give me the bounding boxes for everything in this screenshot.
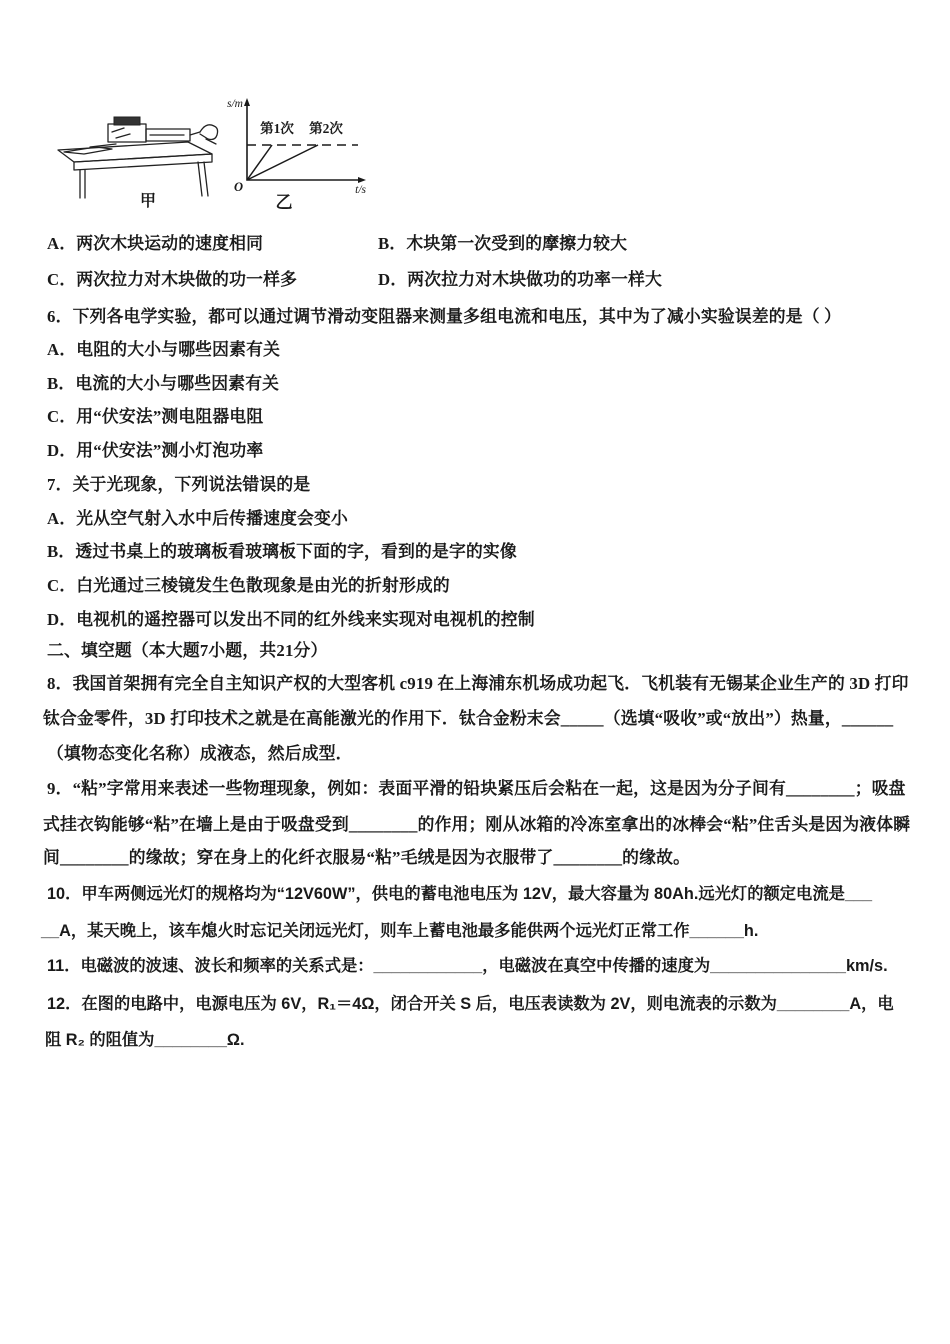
q10-line-1: 10．甲车两侧远光灯的规格均为“12V60W”，供电的蓄电池电压为 12V，最大容量为 80Ah.远光灯的额定电流是___ bbox=[47, 885, 873, 903]
distance-time-graph bbox=[222, 92, 372, 214]
q8-line-1: 8．我国首架拥有完全自主知识产权的大型客机 c919 在上海浦东机场成功起飞．飞机装有无锡某企业生产的 3D 打印 bbox=[47, 674, 909, 693]
q8-line-2: 钛合金零件，3D 打印技术之就是在高能激光的作用下．钛合金粉末会_____（选填“吸收”或“放出”）热量，______ bbox=[43, 709, 894, 728]
graph-series1-label: 第1次 bbox=[260, 121, 294, 136]
q12-line-2: 阻 R₂ 的阻值为________Ω. bbox=[45, 1031, 245, 1049]
q6-option-d: D．用“伏安法”测小灯泡功率 bbox=[47, 441, 264, 460]
q10-line-2: __A，某天晚上，该车熄火时忘记关闭远光灯，则车上蓄电池最多能供两个远光灯正常工作______h. bbox=[41, 922, 759, 940]
q5-option-c: C．两次拉力对木块做的功一样多 bbox=[47, 270, 298, 289]
graph-x-axis-label: t/s bbox=[355, 184, 366, 196]
q6-option-b: B．电流的大小与哪些因素有关 bbox=[47, 374, 280, 393]
q5-option-a: A．两次木块运动的速度相同 bbox=[47, 234, 264, 253]
q8-line-3: （填物态变化名称）成液态，然后成型． bbox=[47, 744, 353, 763]
q5-option-d: D．两次拉力对木块做功的功率一样大 bbox=[378, 270, 663, 289]
q12-line-1: 12．在图的电路中，电源电压为 6V，R₁＝4Ω，闭合开关 S 后，电压表读数为 2V，则电流表的示数为________A，电 bbox=[47, 995, 894, 1013]
graph-caption: 乙 bbox=[275, 193, 293, 212]
apparatus-sketch bbox=[50, 106, 225, 211]
q7-option-a: A．光从空气射入水中后传播速度会变小 bbox=[47, 509, 349, 528]
q7-option-d: D．电视机的遥控器可以发出不同的红外线来实现对电视机的控制 bbox=[47, 610, 535, 629]
q9-line-3: 间________的缘故；穿在身上的化纤衣服易“粘”毛绒是因为衣服带了________的缘故。 bbox=[43, 848, 691, 867]
graph-series2-label: 第2次 bbox=[309, 121, 343, 136]
q6-option-c: C．用“伏安法”测电阻器电阻 bbox=[47, 407, 264, 426]
section2-header: 二、填空题（本大题7小题，共21分） bbox=[47, 641, 328, 660]
q6-stem: 6．下列各电学实验，都可以通过调节滑动变阻器来测量多组电流和电压，其中为了减小实验误差的是（ ） bbox=[47, 307, 842, 326]
q9-line-2: 式挂衣钩能够“粘”在墙上是由于吸盘受到________的作用；刚从冰箱的冷冻室拿出的冰棒会“粘”住舌头是因为液体瞬 bbox=[43, 815, 911, 834]
graph-y-axis-label: s/m bbox=[227, 98, 243, 110]
graph-origin-label: O bbox=[234, 180, 244, 194]
q11-line-1: 11．电磁波的波速、波长和频率的关系式是：____________，电磁波在真空中传播的速度为_______________km/s. bbox=[47, 957, 888, 975]
q7-stem: 7．关于光现象，下列说法错误的是 bbox=[47, 475, 311, 494]
q5-option-b: B．木块第一次受到的摩擦力较大 bbox=[378, 234, 628, 253]
q7-option-b: B．透过书桌上的玻璃板看玻璃板下面的字，看到的是字的实像 bbox=[47, 542, 517, 561]
q9-line-1: 9．“粘”字常用来表述一些物理现象，例如：表面平滑的铅块紧压后会粘在一起，这是因为分子间有________；吸盘 bbox=[47, 779, 906, 798]
q6-option-a: A．电阻的大小与哪些因素有关 bbox=[47, 340, 281, 359]
q7-option-c: C．白光通过三棱镜发生色散现象是由光的折射形成的 bbox=[47, 576, 450, 595]
apparatus-caption: 甲 bbox=[139, 193, 157, 210]
